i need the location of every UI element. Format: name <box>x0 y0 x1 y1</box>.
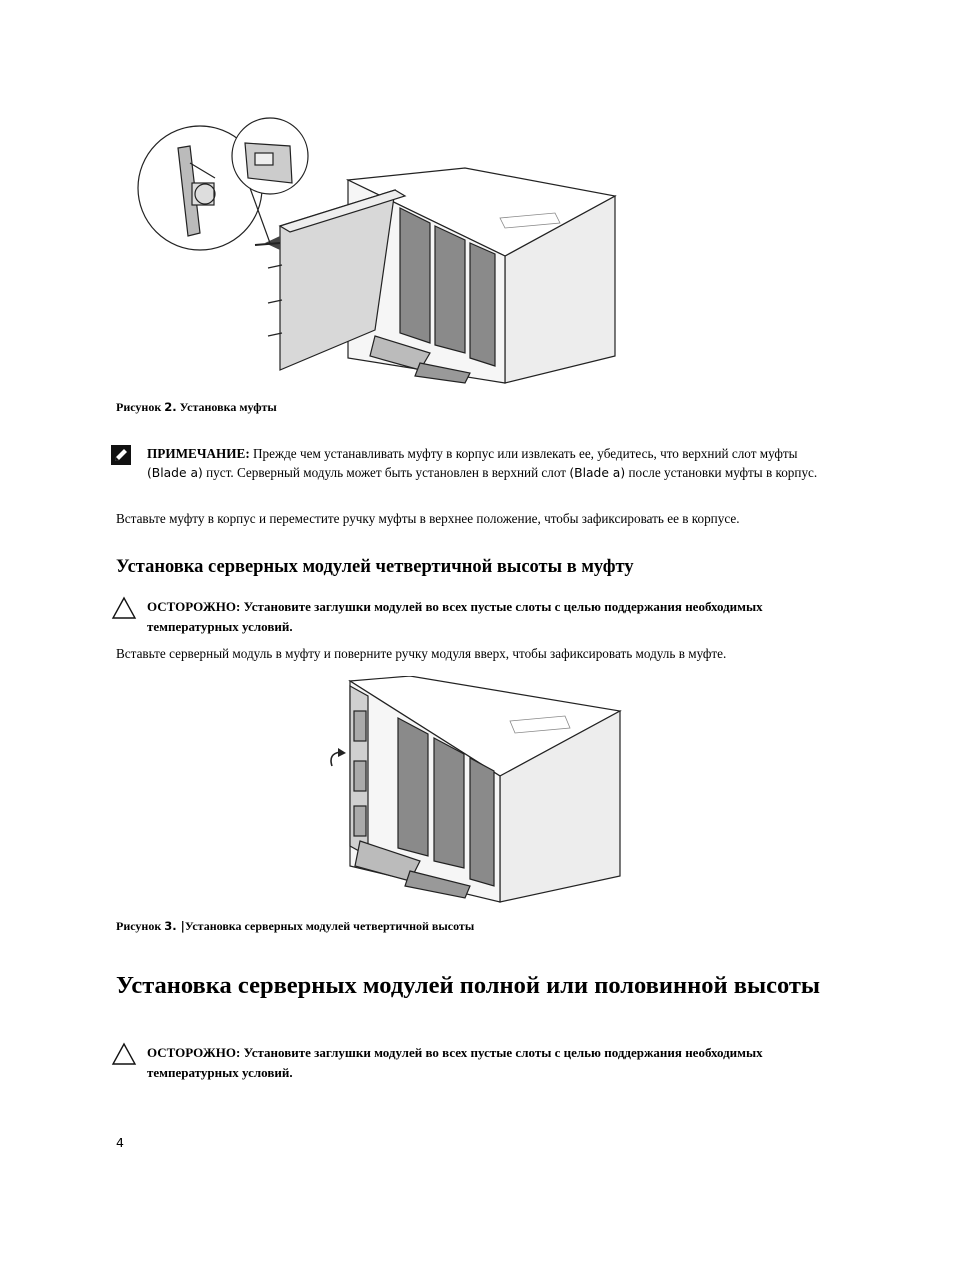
figure-2-illustration <box>130 108 620 386</box>
paragraph-1: Вставьте муфту в корпус и переместите ручку муфты в верхнее положение, чтобы зафиксировать ее в корпусе. <box>116 511 740 526</box>
caution-1-label: ОСТОРОЖНО: <box>147 599 241 614</box>
note-label: ПРИМЕЧАНИЕ: <box>147 446 250 461</box>
warning-triangle-icon <box>111 1042 137 1071</box>
figure-2-caption-text: Установка муфты <box>176 400 277 414</box>
note-text-part1: Прежде чем устанавливать муфту в корпус или извлекать ее, убедитесь, что верхний слот муфты <box>249 446 798 461</box>
caution-2-label: ОСТОРОЖНО: <box>147 1045 241 1060</box>
note-text-part3: после установки муфты в корпус. <box>625 465 818 480</box>
warning-triangle-icon <box>111 596 137 625</box>
section-heading-full-half-height: Установка серверных модулей полной или половинной высоты <box>116 972 821 999</box>
figure-2-caption-prefix: Рисунок <box>116 400 165 414</box>
figure-3-caption <box>116 919 474 934</box>
caution-2-text <box>147 1043 827 1082</box>
paragraph-2: Вставьте серверный модуль в муфту и поверните ручку модуля вверх, чтобы зафиксировать модуль в муфте. <box>116 646 727 661</box>
figure-2-caption <box>116 400 277 415</box>
page-number: 4 <box>116 1135 124 1150</box>
note-text <box>147 444 827 483</box>
section-heading-quarter-height: Установка серверных модулей четвертичной высоты в муфту <box>116 557 634 577</box>
caution-1-text <box>147 597 827 636</box>
note-blade-a-1: (Blade a) <box>147 466 203 480</box>
caution-2-body: Установите заглушки модулей во всех пустые слоты с целью поддержания необходимых температурных условий. <box>147 1045 763 1080</box>
figure-2-caption-number: 2. <box>164 400 177 414</box>
caution-1-body: Установите заглушки модулей во всех пустые слоты с целью поддержания необходимых температурных условий. <box>147 599 763 634</box>
note-text-part2: пуст. Серверный модуль может быть установлен в верхний слот <box>202 465 570 480</box>
note-blade-a-2: (Blade a) <box>569 466 626 480</box>
figure-3-caption-number: 3. | <box>164 919 185 933</box>
figure-3-caption-prefix: Рисунок <box>116 919 165 933</box>
pencil-note-icon <box>111 445 131 470</box>
figure-3-caption-text: Установка серверных модулей четвертичной высоты <box>184 919 475 933</box>
figure-3-illustration <box>310 676 622 904</box>
